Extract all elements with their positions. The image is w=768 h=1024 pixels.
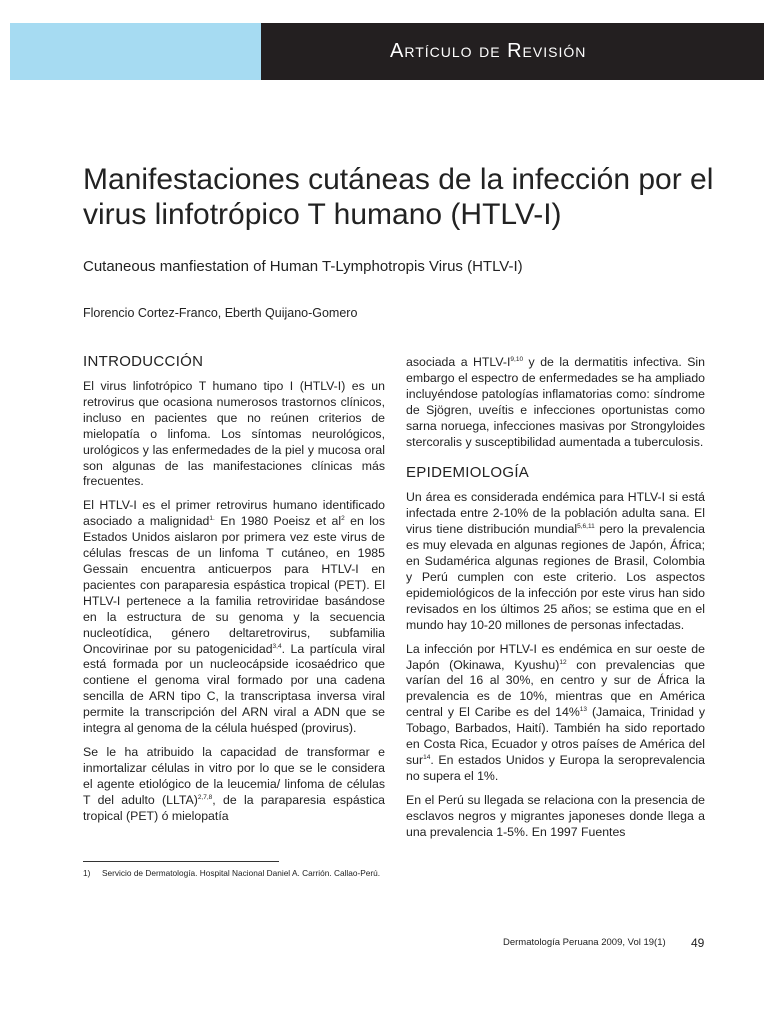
left-column xyxy=(83,353,385,832)
right-paragraph-1: asociada a HTLV-$I^{9,10}$ y de la dermatitis infectiva. Sin embargo el espectro de enfermedades se ha ampliado incluyéndose patologías inflamatorias como: síndrome de Sjögren, uveítis e infecciones oportunistas como sarna noruega, infecciones masivas por Strongyloides stercoralis y susceptibilidad aumentada a tuberculosis. xyxy=(406,355,706,449)
article-subtitle: Cutaneous manfiestation of Human T-Lymphotropis Virus (HTLV-I) xyxy=(83,258,523,275)
section-label: Artículo de Revisión xyxy=(390,40,587,62)
footnote-text: Servicio de Dermatología. Hospital Nacional Daniel A. Carrión. Callao-Perú. xyxy=(102,868,381,878)
footnote-divider xyxy=(83,861,279,862)
introduction-heading: INTRODUCCIÓN xyxy=(83,353,204,370)
intro-paragraph-1: El virus linfotrópico T humano tipo I (HTLV-I) es un retrovirus que ocasiona numerosos trastornos clínicos, incluso en pacientes que no reúnen criterios de mielopatía o linfoma. Los síntomas neurológicos, urológicos y las enfermedades de la piel y mucosa oral son algunas de las manifestaciones clínicas más frecuentes. xyxy=(83,379,385,489)
epidemiology-paragraph-2: La infección por HTLV-I es endémica en sur oeste de Japón (Okinawa, Kyushu)$^{12}$ con prevalencias que varían del 16 al 30%, en centro y sur de África la prevalencia es de 10%, mientras que en América central y El Caribe es del 14%$^{13}$ (Jamaica, Trinidad y Tobago, Barbados, Haití). También ha sido reportado en Costa Rica, Ecuador y otros países de América del sur$^{14}$. En estados Unidos y Europa la seroprevalencia no supera el 1%. xyxy=(406,641,705,783)
article-authors: Florencio Cortez-Franco, Eberth Quijano-Gomero xyxy=(83,306,358,320)
affiliation-footnote xyxy=(83,868,385,880)
footnote-number: 1) xyxy=(83,868,91,878)
epidemiology-paragraph-3: En el Perú su llegada se relaciona con la presencia de esclavos negros y migrantes japoneses donde llega a una prevalencia 1-5%. En 1997 Fuentes xyxy=(406,792,705,839)
header-accent-block xyxy=(10,23,261,80)
journal-citation: Dermatología Peruana 2009, Vol 19(1) xyxy=(503,937,666,948)
epidemiology-heading: EPIDEMIOLOGÍA xyxy=(406,464,530,482)
article-title: Manifestaciones cutáneas de la infección por el virus linfotrópico T humano (HTLV-I) xyxy=(83,163,714,231)
page-number: 49 xyxy=(691,936,705,950)
epidemiology-paragraph-1: Un área es considerada endémica para HTLV-I si está infectada entre 2-10% de la población adulta sana. El virus tiene distribución mundial$^{5,6,11}$ pero la prevalencia es muy elevada en algunas regiones de Japón, África; en Sudamérica algunas regiones de Brasil, Colombia y Perú cumplen con este criterio. Los aspectos epidemiológicos de la infección por este virus han sido revisados en los últimos 25 años; se estima que en el mundo hay 10-20 millones de personas infectadas. xyxy=(406,490,705,632)
intro-paragraph-2: El HTLV-I es el primer retrovirus humano identificado asociado a malignidad$^{1.}$ En 1980 Poeisz et $al^2$ en los Estados Unidos aislaron por primera vez este virus de células frescas de un linfoma T cutáneo, en 1985 Gessain encuentra anticuerpos para HTLV-I en pacientes con paraparesia espástica tropical (PET). El HTLV-I pertenece a la familia retroviridae basándose en la estructura de su genoma y la secuencia nucleotídica, género deltaretrovirus, subfamilia Oncovirinae por su patogenicidad$^{3,4}$. La partícula viral está formada por un nucleocápside icosaédrico que contiene el genoma viral formado por una cadena sencilla de ARN tipo C, la transcriptasa inversa viral permite la transcripción del ARN viral a ADN que se integra al genoma de la célula huésped (provirus). xyxy=(83,498,386,736)
intro-paragraph-3: Se le ha atribuido la capacidad de transformar e inmortalizar células in vitro por lo que se le considera el agente etiológico de la leucemia/ linfoma de células T del adulto (LLTA)$^{2,7,8}$, de la paraparesia espástica tropical (PET) ó mielopatía xyxy=(83,744,385,823)
right-column xyxy=(406,355,705,848)
